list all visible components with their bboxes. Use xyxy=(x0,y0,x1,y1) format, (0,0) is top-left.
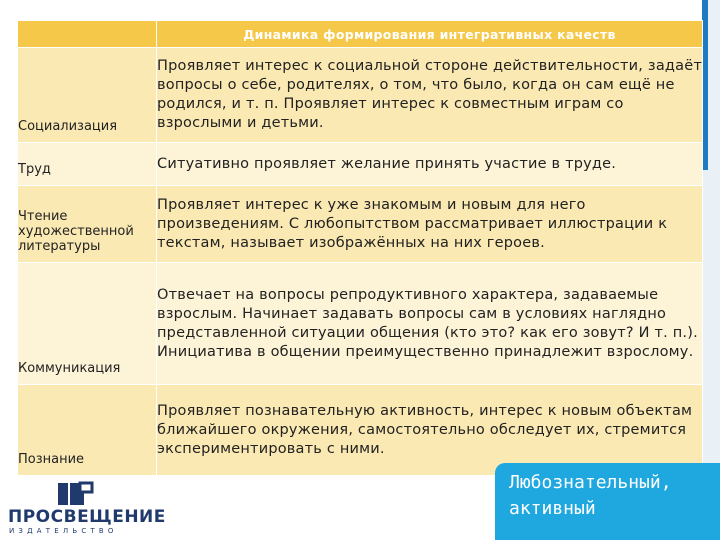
badge-line-2: активный xyxy=(509,498,596,519)
table-header-row xyxy=(18,21,703,48)
table-row xyxy=(18,263,703,385)
badge-text xyxy=(509,470,672,522)
table-title: Динамика формирования интегративных качеств xyxy=(157,21,703,48)
table-row xyxy=(18,143,703,186)
publisher-subtitle: ИЗДАТЕЛЬСТВО xyxy=(9,527,118,535)
publisher-name: ПРОСВЕЩЕНИЕ xyxy=(8,507,166,527)
row-text: Проявляет интерес к уже знакомым и новым для него произведениям. С любопытством рассматривает иллюстрации к текстам, называет изображённых на них героев. xyxy=(157,186,703,263)
row-label: Чтение художественной литературы xyxy=(18,186,157,263)
row-label: Труд xyxy=(18,143,157,186)
table-row xyxy=(18,385,703,476)
right-decor-strip xyxy=(702,0,720,540)
quality-badge xyxy=(495,463,720,540)
row-text: Отвечает на вопросы репродуктивного характера, задаваемые взрослым. Начинает задавать вопросы сам в условиях наглядно представленной ситуации общения (кто это? как его зовут? И т. п.). Инициатива в общении преимущественно принадлежит взрослому. xyxy=(157,263,703,385)
row-text: Ситуативно проявляет желание принять участие в труде. xyxy=(157,143,703,186)
table-row xyxy=(18,48,703,143)
badge-line-1: Любознательный, xyxy=(509,472,672,493)
header-empty-cell xyxy=(18,21,157,48)
row-text: Проявляет познавательную активность, интерес к новым объектам ближайшего окружения, самостоятельно обследует их, стремится экспериментировать с ними. xyxy=(157,385,703,476)
row-label: Познание xyxy=(18,385,157,476)
row-text: Проявляет интерес к социальной стороне действительности, задаёт вопросы о себе, родителях, о том, что было, когда он сам ещё не родился, и т. п. Проявляет интерес к совместным играм со взрослыми и детьми. xyxy=(157,48,703,143)
row-label: Коммуникация xyxy=(18,263,157,385)
qualities-table xyxy=(17,20,703,476)
table-row xyxy=(18,186,703,263)
row-label: Социализация xyxy=(18,48,157,143)
